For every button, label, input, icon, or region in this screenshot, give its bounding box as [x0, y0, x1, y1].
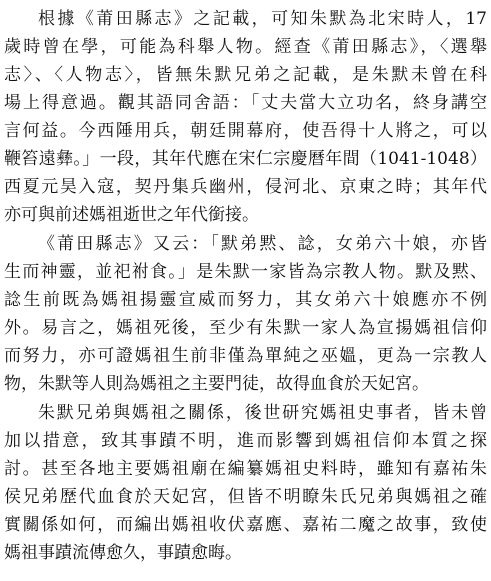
- text-line: 歲時曾在學，可能為科舉人物。經查《莆田縣志》，〈選舉: [4, 37, 487, 57]
- text-line: 鞭笞遠彝。」一段，其年代應在宋仁宗慶曆年間（1041-1048）: [4, 149, 487, 169]
- text-line: 西夏元昊入寇，契丹集兵幽州，侵河北、京東之時；其年代: [4, 177, 487, 197]
- text-line: 實關係如何，而編出媽祖收伏嘉應、嘉祐二魔之故事，致使: [4, 515, 487, 535]
- text-line: 加以措意，致其事蹟不明，進而影響到媽祖信仰本質之探: [4, 431, 487, 451]
- text-line: 物，朱默等人則為媽祖之主要門徒，故得血食於天妃宮。: [4, 374, 429, 394]
- text-line: 外。易言之，媽祖死後，至少有朱默一家人為宣揚媽祖信仰: [4, 318, 487, 338]
- text-line: 而努力，亦可證媽祖生前非僅為單純之巫媼，更為一宗教人: [4, 346, 487, 366]
- text-line: 討。甚至各地主要媽祖廟在編纂媽祖史料時，雖知有嘉祐朱: [4, 459, 487, 479]
- text-line: 諗生前既為媽祖揚靈宣威而努力，其女弟六十娘應亦不例: [4, 290, 487, 310]
- text-line: 侯兄弟歷代血食於天妃宮，但皆不明瞭朱氏兄弟與媽祖之確: [4, 487, 487, 507]
- text-line: 場上得意過。觀其語同舍語：「丈夫當大立功名，終身講空: [4, 93, 487, 113]
- text-line: 志〉、〈人物志〉，皆無朱默兄弟之記載，是朱默未曾在科: [4, 65, 487, 85]
- text-line: 言何益。今西陲用兵，朝廷開幕府，使吾得十人將之，可以: [4, 121, 487, 141]
- text-line: 生而神靈，並祀祔食。」是朱默一家皆為宗教人物。默及黙、: [4, 262, 487, 282]
- text-line: 媽祖事蹟流傳愈久，事蹟愈晦。: [4, 543, 242, 563]
- text-line: 根據《莆田縣志》之記載，可知朱默為北宋時人，17: [38, 9, 487, 29]
- text-line: 《莆田縣志》又云：「默弟黙、諗，女弟六十娘，亦皆: [38, 234, 487, 254]
- text-line: 朱默兄弟與媽祖之關係，後世研究媽祖史事者，皆未曾: [38, 403, 487, 423]
- text-line: 亦可與前述媽祖逝世之年代銜接。: [4, 205, 259, 225]
